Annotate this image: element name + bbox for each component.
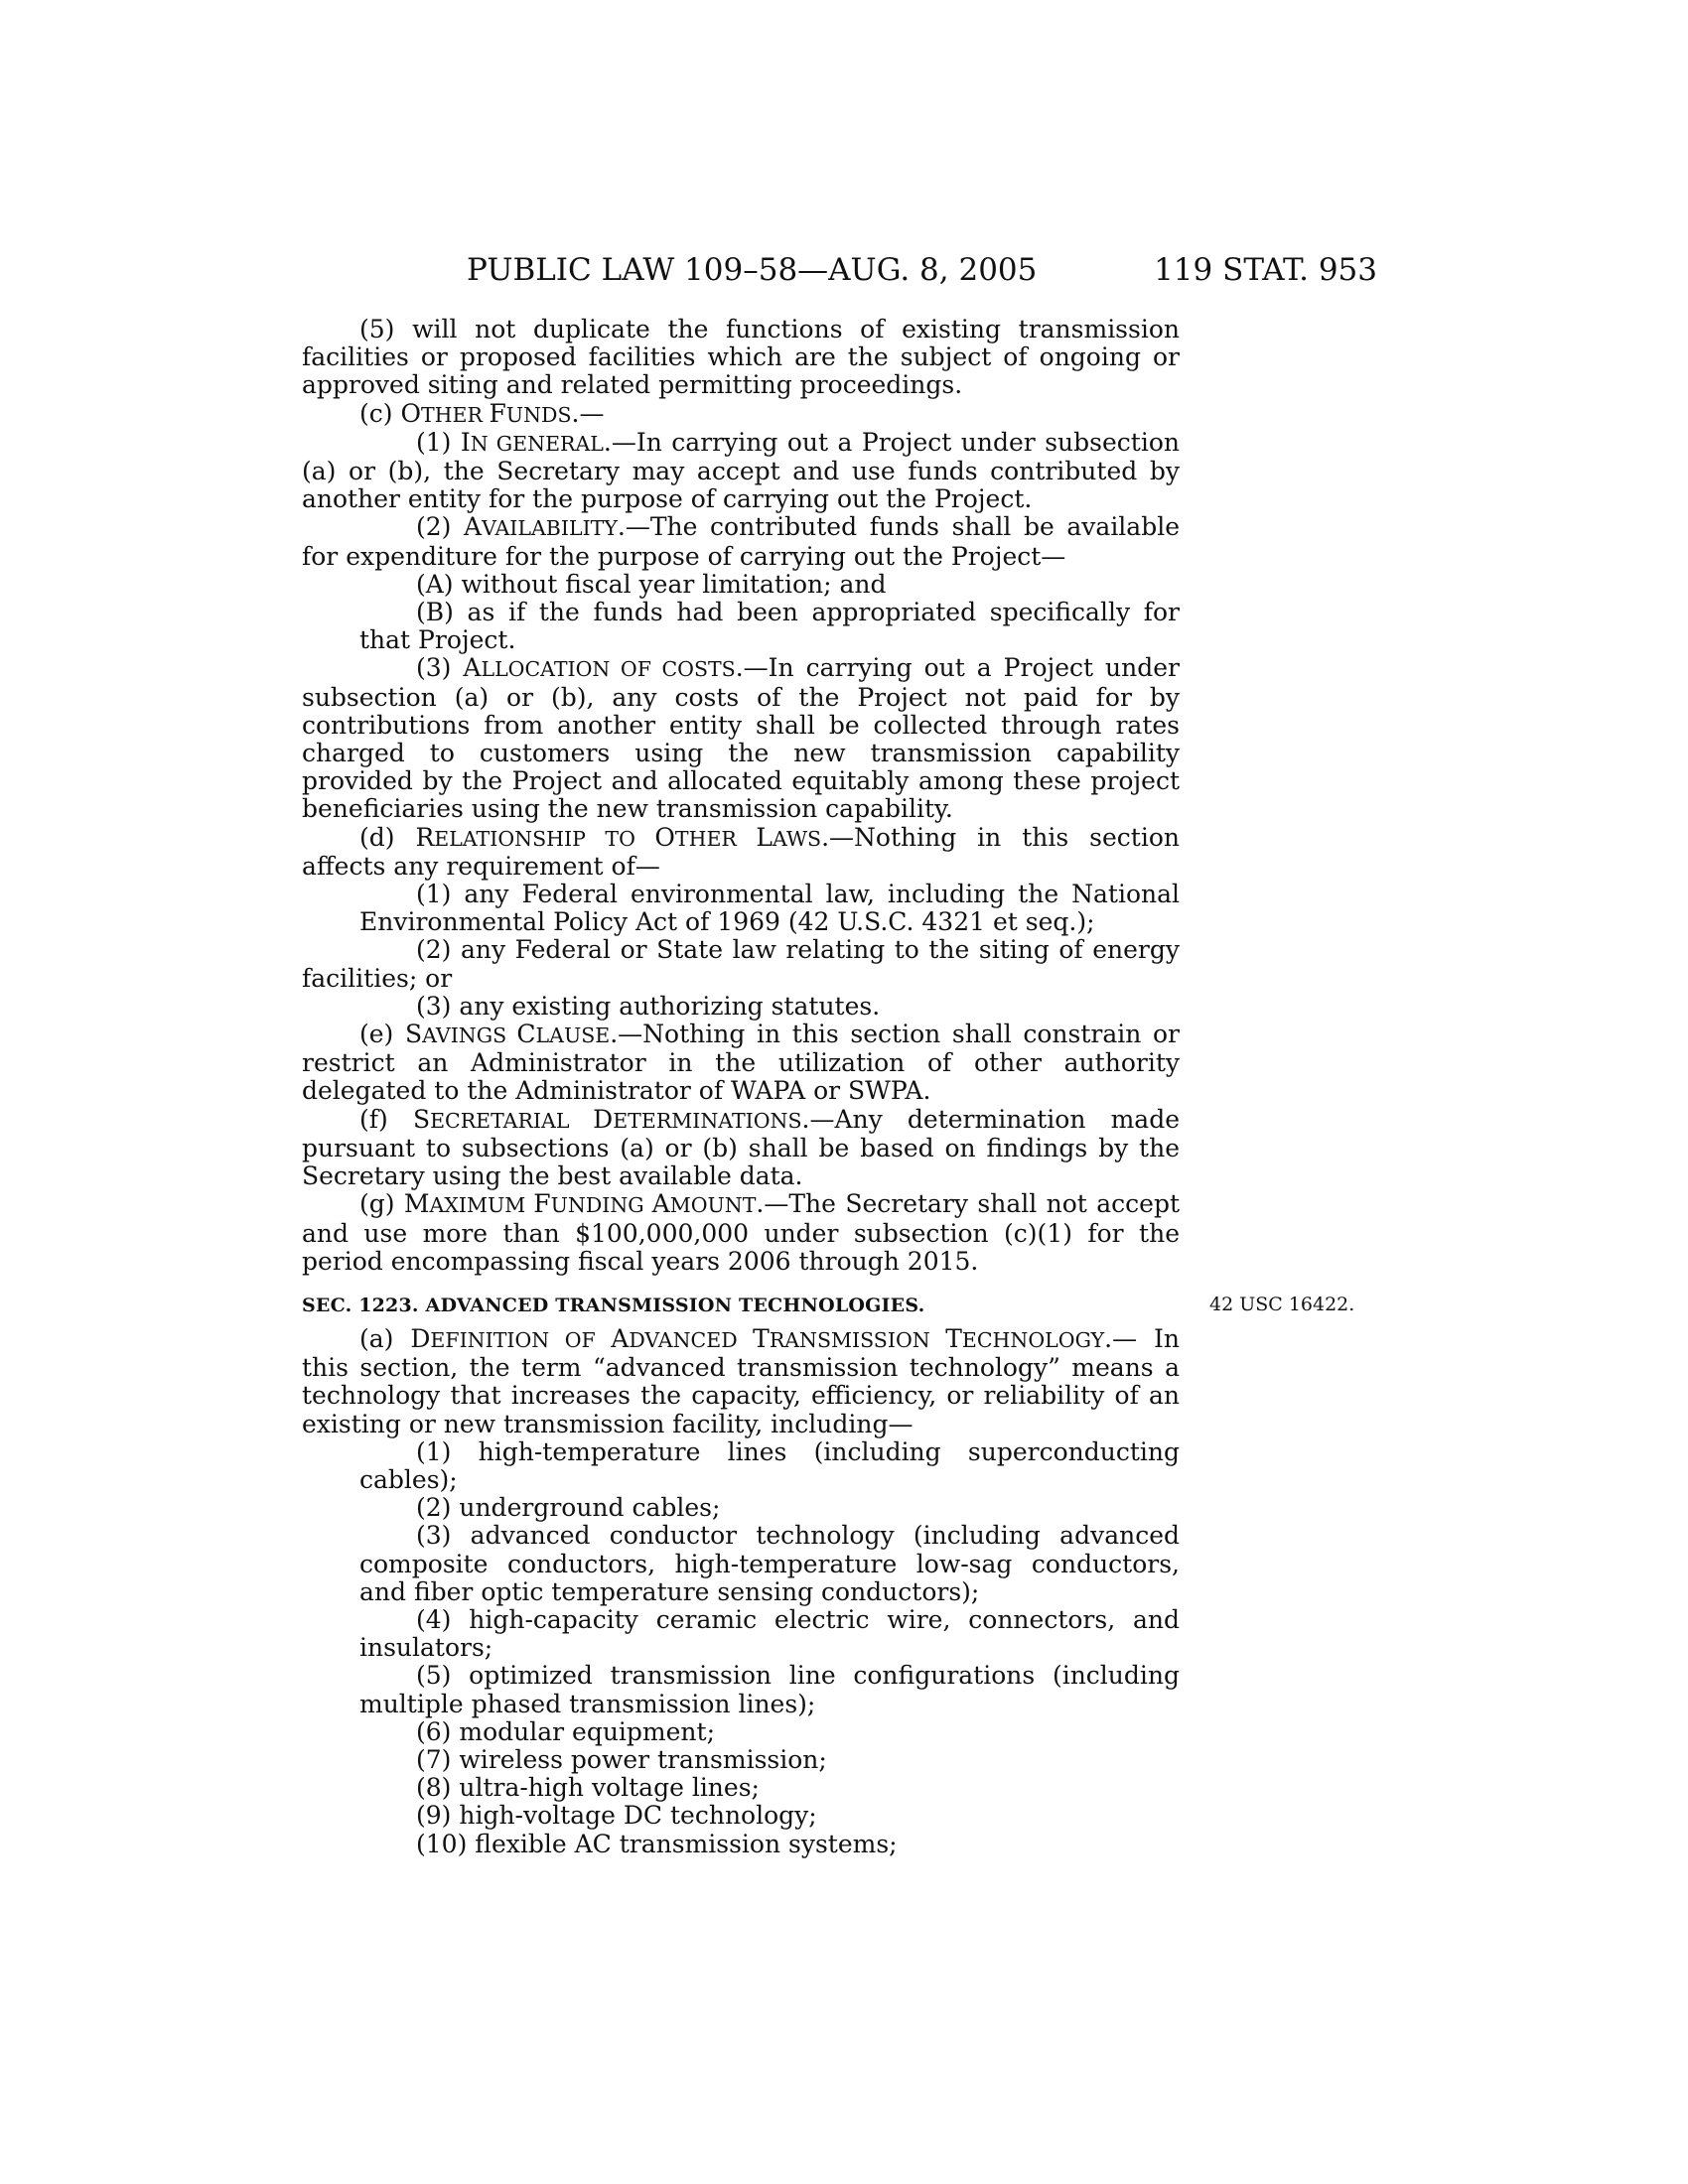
paragraph-d1: (1) any Federal environmental law, including the National Environmental Policy Act of 1969 (42 U.S.C. 4321 et seq.); <box>359 880 1180 937</box>
page-number: 119 STAT. 953 <box>1154 252 1377 288</box>
section-heading-row <box>302 1290 1355 1319</box>
clause-c2B: (B) as if the funds had been appropriated specifically for that Project. <box>359 598 1180 655</box>
paragraph-c3: (3) ALLOCATION OF COSTS.—In carrying out a Project under subsection (a) or (b), any costs of the Project not paid for by contributions from another entity shall be collected through rates charged to customers using the new transmission capability provided by the Project and allocated equitably among these project beneficiaries using the new transmission capability. <box>302 653 1181 824</box>
margin-citation: 42 USC 16422. <box>1209 1293 1355 1315</box>
list-item: (7) wireless power transmission; <box>416 1744 827 1774</box>
running-head: PUBLIC LAW 109–58—AUG. 8, 2005 <box>467 252 1038 288</box>
list-item: (9) high-voltage DC technology; <box>416 1801 817 1831</box>
list-item: (4) high-capacity ceramic electric wire, connectors, and insulators; <box>359 1604 1180 1663</box>
subsection-f: (f) SECRETARIAL DETERMINATIONS.—Any determination made pursuant to subsections (a) or (b) shall be based on findings by the Secretary using the best available data. <box>302 1104 1180 1191</box>
subsection-e: (e) SAVINGS CLAUSE.—Nothing in this section shall constrain or restrict an Administrator in the utilization of other authority delegated to the Administrator of WAPA or SWPA. <box>302 1020 1181 1106</box>
page-header <box>0 252 1688 292</box>
paragraph-d2: (2) any Federal or State law relating to the siting of energy facilities; or <box>302 935 1180 993</box>
statute-body <box>302 315 1355 1858</box>
list-item: (3) advanced conductor technology (including advanced composite conductors, high-temperature low-sag conductors, and fiber optic temperature sensing conductors); <box>359 1521 1180 1606</box>
paragraph-c2: (2) AVAILABILITY.—The contributed funds shall be available for expenditure for the purpose of carrying out the Project— <box>302 512 1181 571</box>
list-item: (1) high-temperature lines (including superconducting cables); <box>359 1436 1180 1494</box>
list-item: (5) optimized transmission line configurations (including multiple phased transmission lines); <box>359 1661 1180 1718</box>
list-item: (10) flexible AC transmission systems; <box>416 1829 898 1858</box>
subsection-c-heading: (c) OTHER FUNDS.— <box>359 398 605 428</box>
definition-a: (a) DEFINITION OF ADVANCED TRANSMISSION TECHNOLOGY.— In this section, the term “advanced transmission technology” means a technology that increases the capacity, efficiency, or reliability of an existing or new transmission facility, including— <box>302 1323 1180 1438</box>
section-heading: SEC. 1223. ADVANCED TRANSMISSION TECHNOLOGIES. <box>302 1294 925 1316</box>
subsection-g: (g) MAXIMUM FUNDING AMOUNT.—The Secretary shall not accept and use more than $100,000,000 under subsection (c)(1) for the period encompassing fiscal years 2006 through 2015. <box>302 1189 1180 1276</box>
paragraph-b5: (5) will not duplicate the functions of existing transmission facilities or proposed facilities which are the subject of ongoing or approved siting and related permitting proceedings. <box>302 315 1180 400</box>
list-item: (6) modular equipment; <box>416 1716 715 1746</box>
subsection-d: (d) RELATIONSHIP TO OTHER LAWS.—Nothing in this section affects any requirement of— <box>302 822 1180 881</box>
paragraph-d3: (3) any existing authorizing statutes. <box>416 991 881 1021</box>
list-item: (8) ultra-high voltage lines; <box>416 1773 760 1803</box>
list-item: (2) underground cables; <box>416 1493 721 1523</box>
clause-c2A: (A) without fiscal year limitation; and <box>416 569 887 599</box>
paragraph-c1: (1) IN GENERAL.—In carrying out a Project under subsection (a) or (b), the Secretary may accept and use funds contributed by another entity for the purpose of carrying out the Project. <box>302 427 1180 514</box>
